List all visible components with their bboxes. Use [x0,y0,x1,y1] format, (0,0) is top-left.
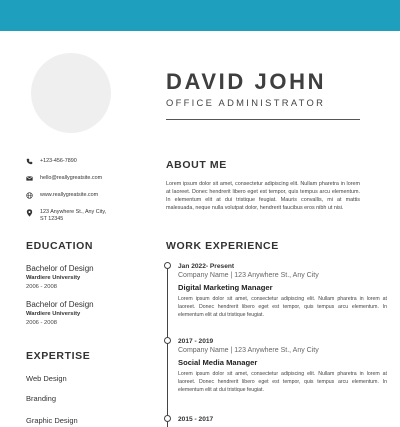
job-date: 2015 - 2017 [178,416,214,423]
email-icon [26,175,34,183]
expertise-item: Graphic Design [26,416,78,425]
contact-website [26,192,98,200]
contact-address-text [40,209,106,222]
contact-email-text[interactable]: hello@reallygreatsite.com [40,175,103,181]
job-company: Company Name | 123 Anywhere St., Any City [178,272,319,279]
education-degree: Bachelor of Design [26,300,94,309]
experience-heading: WORK EXPERIENCE [166,240,279,252]
person-role: OFFICE ADMINISTRATOR [166,97,326,108]
job-title: Digital Marketing Manager [178,283,273,292]
timeline-line [167,266,168,427]
education-school: Wardiere University [26,275,81,281]
education-years: 2006 - 2008 [26,320,57,326]
profile-photo-placeholder [31,53,111,133]
contact-address [26,209,106,222]
contact-email [26,175,102,183]
globe-icon [26,192,34,200]
job-description: Lorem ipsum dolor sit amet, consectetur adipiscing elit. Nullam pharetra in lorem at laoreet. Donec hendrerit libero eget est tempor, quis tempus arcu elementum. In elementum elit at dui tristique feugiat. [178,296,387,318]
job-date: 2017 - 2019 [178,338,214,345]
about-text: Lorem ipsum dolor sit amet, consectetur adipiscing elit. Nullam pharetra in lorem at laoreet. Donec hendrerit libero eget est tempor, quis tempus arcu elementum. In elementum elit at dui tristique feugiat. Mauris convallis, mi at mattis malesuada, neque nulla volutpat dolor, hendrerit faucibus eros nibh ut nisi. [166,181,360,211]
job-date: Jan 2022- Present [178,263,235,270]
job-company: Company Name | 123 Anywhere St., Any City [178,347,319,354]
location-pin-icon [26,209,34,217]
address-line-1: 123 Anywhere St., Any City, [40,209,107,215]
person-name: DAVID JOHN [166,69,327,94]
job-title: Social Media Manager [178,358,258,367]
address-line-2: ST 12345 [40,216,64,222]
education-school: Wardiere University [26,311,81,317]
expertise-heading: EXPERTISE [26,350,91,362]
phone-icon [26,158,34,166]
education-years: 2006 - 2008 [26,284,57,290]
header-accent-bar [0,0,400,31]
expertise-item: Branding [26,394,57,403]
expertise-item: Web Design [26,374,67,383]
timeline-dot [164,415,171,422]
contact-phone-text: +123-456-7890 [40,158,77,164]
timeline-dot [164,262,171,269]
education-heading: EDUCATION [26,240,94,252]
contact-phone [26,158,77,166]
timeline-dot [164,337,171,344]
education-degree: Bachelor of Design [26,264,94,273]
job-description: Lorem ipsum dolor sit amet, consectetur adipiscing elit. Nullam pharetra in lorem at laoreet. Donec hendrerit libero eget est tempor, quis tempus arcu elementum. In elementum elit at dui tristique feugiat. [178,371,387,393]
header-divider [166,119,360,120]
contact-website-text[interactable]: www.reallygreatsite.com [40,192,99,198]
about-heading: ABOUT ME [166,159,227,171]
